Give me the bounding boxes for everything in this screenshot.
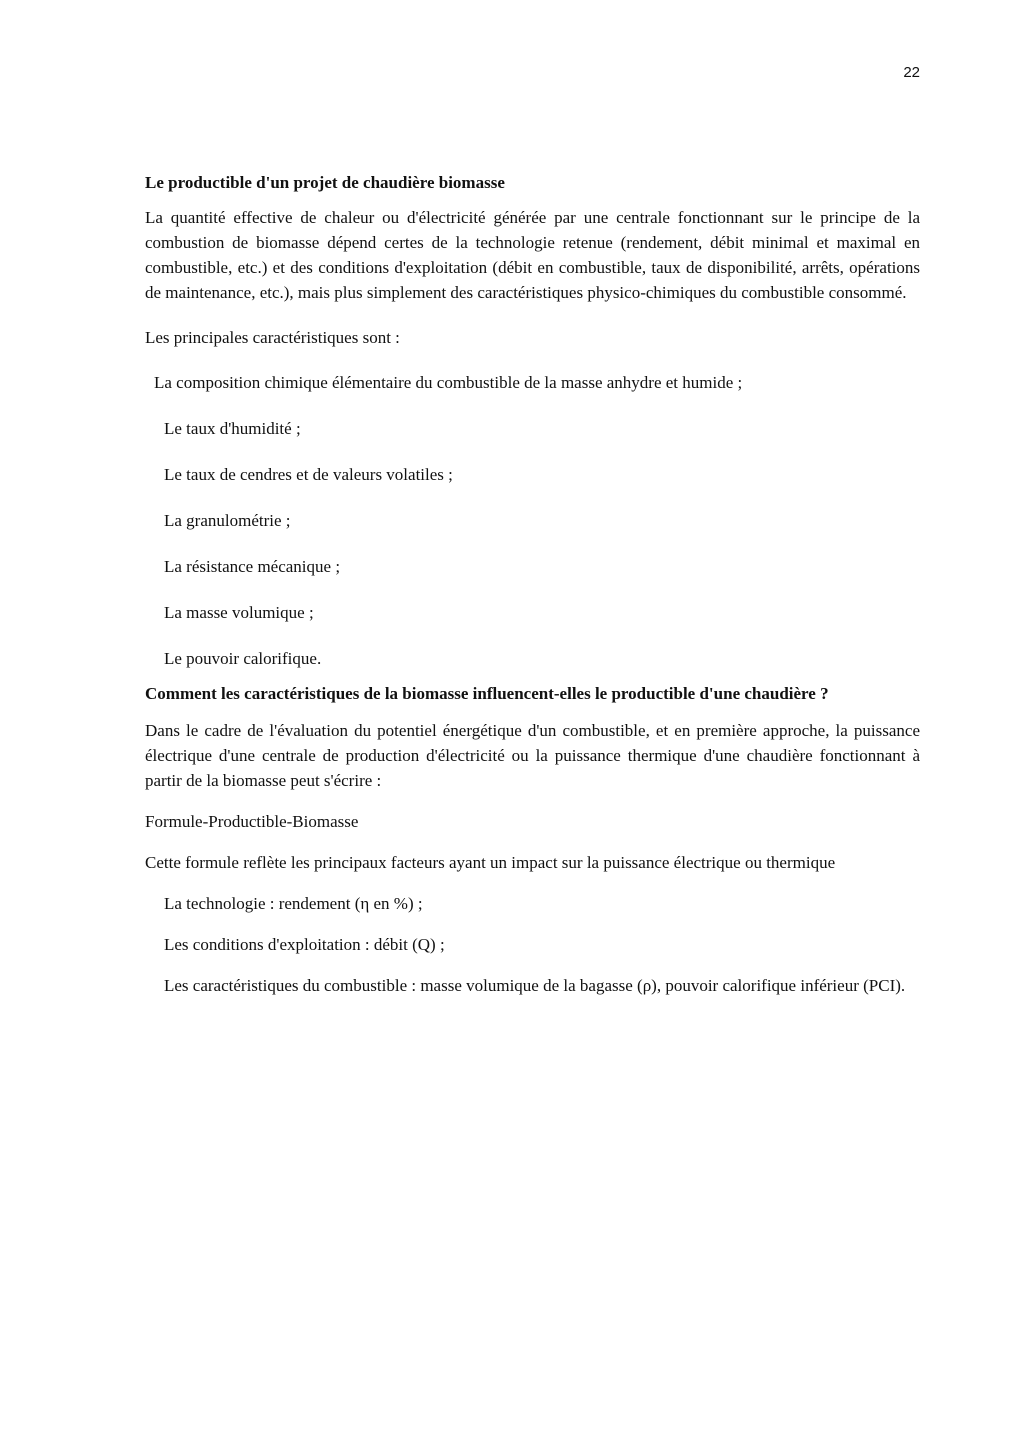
- factors-list: [145, 891, 920, 998]
- factors-intro: Cette formule reflète les principaux facteurs ayant un impact sur la puissance électrique ou thermique: [145, 853, 836, 872]
- list-item: Le taux d'humidité ;: [164, 419, 301, 438]
- list-item: La granulométrie ;: [164, 511, 291, 530]
- list-item: La technologie : rendement (η en %) ;: [164, 894, 423, 913]
- section-heading-influence: Comment les caractéristiques de la biomasse influencent-elles le productible d'une chaudière ?: [145, 684, 829, 703]
- evaluation-paragraph: Dans le cadre de l'évaluation du potentiel énergétique d'un combustible, et en première approche, la puissance électrique d'une centrale de production d'électricité ou la puissance thermique d'une chaudière fonctionnant à partir de la biomasse peut s'écrire :: [145, 721, 920, 790]
- list-item: Le taux de cendres et de valeurs volatiles ;: [164, 465, 453, 484]
- document-body: [145, 170, 920, 998]
- page-number: 22: [903, 64, 920, 81]
- list-intro: Les principales caractéristiques sont :: [145, 328, 400, 347]
- list-item: Les conditions d'exploitation : débit (Q) ;: [164, 935, 445, 954]
- list-item: La masse volumique ;: [164, 603, 314, 622]
- list-item: Les caractéristiques du combustible : masse volumique de la bagasse (ρ), pouvoir calorifique inférieur (PCI).: [164, 976, 906, 995]
- characteristics-list: [145, 370, 920, 671]
- formula-label: Formule-Productible-Biomasse: [145, 812, 359, 831]
- section-intro-paragraph: La quantité effective de chaleur ou d'électricité générée par une centrale fonctionnant sur le principe de la combustion de biomasse dépend certes de la technologie retenue (rendement, débit minimal et maximal en combustible, etc.) et des conditions d'exploitation (débit en combustible, taux de disponibilité, arrêts, opérations de maintenance, etc.), mais plus simplement des caractéristiques physico-chimiques du combustible consommé.: [145, 208, 920, 302]
- list-item: La composition chimique élémentaire du combustible de la masse anhydre et humide ;: [154, 373, 743, 392]
- list-item: Le pouvoir calorifique.: [164, 649, 322, 668]
- section-heading-productible: Le productible d'un projet de chaudière biomasse: [145, 173, 505, 192]
- list-item: La résistance mécanique ;: [164, 557, 341, 576]
